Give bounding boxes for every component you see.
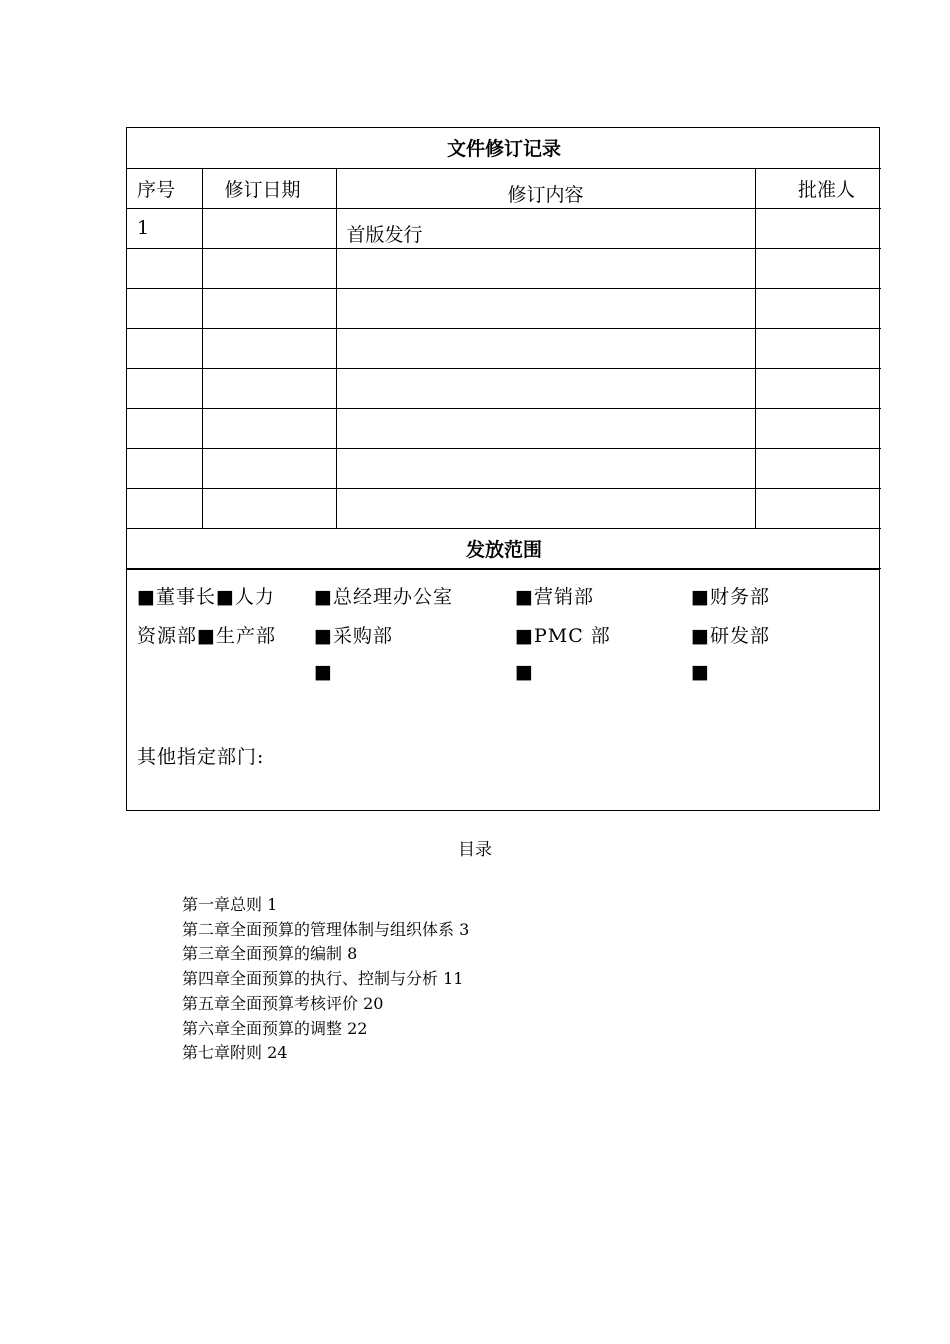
cell-content: [336, 248, 755, 288]
dist-marketing: ■营销部: [515, 585, 594, 608]
cell-date: [202, 288, 336, 328]
cell-approver: [755, 248, 881, 288]
cell-date: [202, 408, 336, 448]
table-row: [127, 328, 881, 368]
cell-seq: [127, 328, 202, 368]
revision-table-title: 文件修订记录: [127, 128, 881, 168]
distribution-title: 发放范围: [127, 528, 881, 568]
dist-finance: ■财务部: [691, 585, 770, 608]
cell-date: [202, 248, 336, 288]
cell-date: [202, 328, 336, 368]
toc-entry[interactable]: 第二章全面预算的管理体制与组织体系 3: [182, 919, 470, 939]
toc-entry[interactable]: 第七章附则 24: [182, 1043, 288, 1063]
header-approver: 批准人: [755, 168, 881, 208]
cell-date: [202, 488, 336, 528]
cell-seq: [127, 368, 202, 408]
revision-record-form: [126, 127, 880, 811]
dist-pmc: ■PMC 部: [515, 624, 611, 647]
revision-header-row: [127, 168, 881, 208]
dist-gm-office: ■总经理办公室: [314, 585, 453, 608]
dist-purchasing: ■采购部: [314, 624, 393, 647]
cell-content: [336, 368, 755, 408]
table-row: [127, 208, 881, 248]
cell-seq: [127, 288, 202, 328]
dist-blank-1: ■: [314, 660, 333, 683]
cell-content: [336, 288, 755, 328]
cell-approver: [755, 448, 881, 488]
cell-approver: [755, 288, 881, 328]
dist-chairman-hr: ■董事长■人力: [137, 585, 275, 608]
dist-blank-2: ■: [515, 660, 534, 683]
toc-entry[interactable]: 第五章全面预算考核评价 20: [182, 993, 384, 1013]
cell-seq: [127, 488, 202, 528]
cell-content: [336, 328, 755, 368]
cell-approver: [755, 408, 881, 448]
cell-date: [202, 208, 336, 248]
dist-resources-production: 资源部■生产部: [137, 624, 276, 647]
toc-entry[interactable]: 第六章全面预算的调整 22: [182, 1018, 368, 1038]
header-seq: 序号: [127, 168, 202, 208]
toc-entry[interactable]: 第四章全面预算的执行、控制与分析 11: [182, 969, 464, 989]
toc-title: 目录: [458, 840, 492, 860]
cell-date: [202, 368, 336, 408]
cell-seq: 1: [127, 208, 202, 248]
cell-content: [336, 408, 755, 448]
cell-seq: [127, 448, 202, 488]
header-content: 修订内容: [336, 168, 755, 208]
cell-seq: [127, 248, 202, 288]
cell-content: 首版发行: [336, 208, 755, 248]
cell-content: [336, 448, 755, 488]
dist-blank-3: ■: [691, 660, 710, 683]
cell-approver: [755, 328, 881, 368]
table-row: [127, 288, 881, 328]
table-of-contents: [182, 893, 469, 1066]
toc-entry[interactable]: 第一章总则 1: [182, 895, 278, 914]
cell-content: [336, 488, 755, 528]
table-row: [127, 448, 881, 488]
revision-table: [127, 128, 881, 569]
cell-seq: [127, 408, 202, 448]
header-date: 修订日期: [202, 168, 336, 208]
dist-rnd: ■研发部: [691, 624, 770, 647]
other-departments-label: 其他指定部门:: [137, 745, 265, 768]
distribution-section: [127, 569, 879, 810]
table-row: [127, 488, 881, 528]
table-row: [127, 408, 881, 448]
table-row: [127, 368, 881, 408]
cell-approver: [755, 368, 881, 408]
cell-approver: [755, 208, 881, 248]
table-row: [127, 248, 881, 288]
toc-entry[interactable]: 第三章全面预算的编制 8: [182, 944, 358, 964]
cell-approver: [755, 488, 881, 528]
cell-date: [202, 448, 336, 488]
